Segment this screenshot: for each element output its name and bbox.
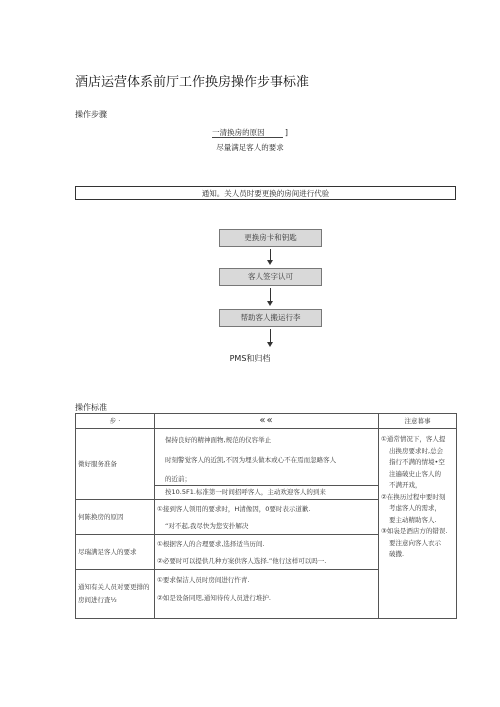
notice-box: 通知。关人员时要更换的房间进行代验: [75, 186, 456, 200]
standard-cell: [155, 570, 379, 619]
note-line: 要主动精助客人.: [389, 515, 437, 524]
standard-line: ①接到客人领用的要求时，H清像因，0要时表示道歉.: [157, 505, 311, 513]
standard-line: 时刻警觉客人的近凯,不因为埋头做本或心不在焉而忽略客人: [165, 456, 337, 464]
note-line: ①通常情况下，客人提: [381, 435, 446, 443]
reason-bracket: ]: [284, 128, 288, 137]
table-header-row: [76, 414, 457, 429]
arrow-down-icon: [267, 342, 273, 347]
step-cell: 何陈换房的原因: [76, 500, 155, 535]
header-notes: 注意暮事: [379, 414, 457, 429]
standard-line: ①根据客人的合理要求,选择适当历间.: [157, 540, 265, 548]
flow-step-change-card: 更换房卡和钥匙: [219, 229, 322, 247]
reason-subtitle: 尽量满足客人的要求: [216, 143, 284, 152]
arrow-down-icon: [267, 301, 273, 306]
header-middle: ««: [155, 414, 379, 429]
flow-arrow-line: [270, 288, 271, 302]
note-line: 指行不满的情境•空: [389, 458, 445, 466]
standard-cell: [155, 535, 379, 570]
reason-line: [0, 127, 500, 138]
note-line: 不满开戏，: [389, 481, 422, 489]
standards-heading: 操作标准: [75, 403, 107, 412]
flow-arrow-line: [270, 329, 271, 343]
standard-line: ②必要时可以提供几种方案供客人选择.”他行这样可以吗一.: [157, 557, 327, 565]
step-cell: 微好服务准备: [76, 429, 155, 500]
note-line: ③如袅是酒店方的错误.: [381, 527, 448, 535]
note-line: 注遍破史止客人的: [389, 469, 441, 478]
document-title: 酒店运营体系前厅工作换房操作步事标准: [75, 75, 310, 90]
standard-line: 保持良好的精神面物,规范的仪容举止: [165, 436, 272, 444]
standard-line: “对不起,我尽快为您安扑解决: [165, 522, 249, 530]
note-line: 要注意向客人衣示: [389, 538, 441, 547]
note-line: 破撒.: [389, 550, 405, 558]
step-cell: 通知有关人员对要更排的房间进行査½: [76, 570, 155, 619]
standard-cell: [155, 429, 379, 486]
standard-cell: [155, 486, 379, 500]
arrow-down-icon: [267, 260, 273, 265]
flow-final-pms: PMS和归档: [229, 354, 271, 363]
table-row: [76, 429, 457, 486]
standard-line: 的近前；: [165, 475, 191, 483]
step-cell: 尽瑞满足客人的要求: [76, 535, 155, 570]
note-line: 考虑客人的需求，: [389, 504, 441, 512]
header-step: 步 ·: [76, 414, 155, 429]
flow-step-guest-sign: 客人签字认可: [219, 268, 322, 286]
note-line: ②在换历过程中要时刻: [381, 492, 446, 501]
standard-cell: [155, 500, 379, 535]
note-line: 出换房要求时,总会: [389, 446, 444, 455]
standard-line: ②如是设备同咫,通知待传人员进行堆护.: [157, 594, 271, 602]
flow-step-luggage: 帮助客人搬运行李: [219, 309, 322, 327]
procedure-heading: 操作步骤: [75, 110, 107, 119]
reason-label: 一清换房的原因: [212, 128, 283, 138]
notes-cell: [379, 429, 457, 619]
standard-line: ①要求保洁人员时房间进行忤青.: [157, 576, 250, 584]
standard-line: 按10.5F1.标准第一时间招呼客人，主动欢迎客人的到来: [165, 488, 326, 496]
standards-table: [75, 413, 457, 619]
